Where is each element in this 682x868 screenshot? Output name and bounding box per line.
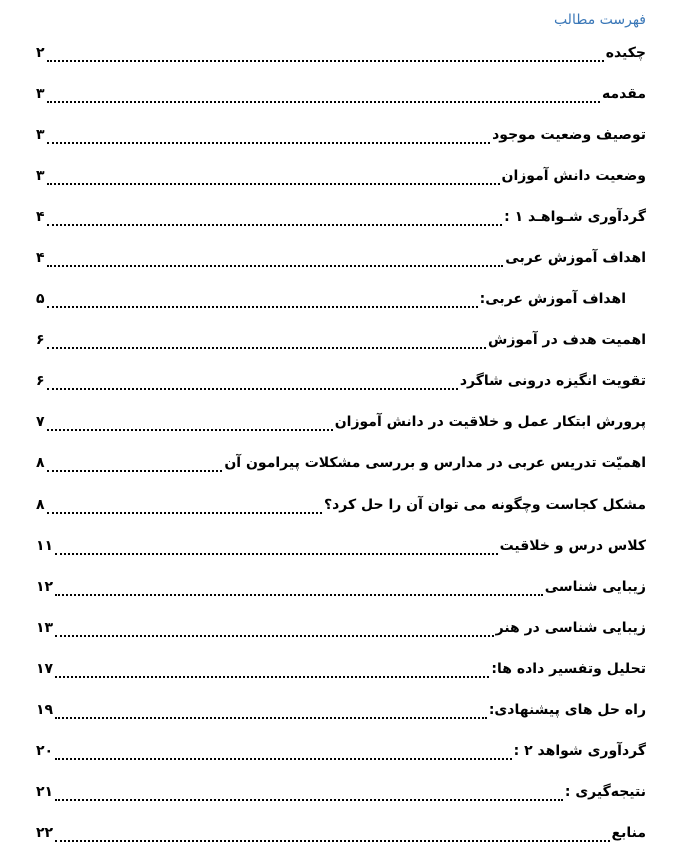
dot-leader	[47, 306, 478, 308]
toc-entry[interactable]	[36, 402, 646, 443]
dot-leader	[55, 717, 487, 719]
toc-entry-page-number: ۱۹	[36, 702, 54, 719]
toc-entry-title: زیبایی شناسی	[544, 578, 646, 595]
toc-entry[interactable]	[36, 525, 646, 566]
toc-entry[interactable]	[36, 196, 646, 237]
toc-entry-page-number: ۶	[36, 332, 45, 349]
dot-leader	[55, 635, 494, 637]
dot-leader	[55, 594, 543, 596]
toc-entry-title: تحلیل وتفسیر داده ها:	[491, 660, 646, 677]
toc-entry-title: اهداف آموزش عربی	[505, 250, 646, 267]
toc-entry-page-number: ۴	[36, 208, 45, 225]
toc-entry-title: کلاس درس و خلاقیت	[499, 537, 646, 554]
dot-leader	[47, 347, 486, 349]
toc-entry[interactable]	[36, 32, 646, 73]
dot-leader	[47, 265, 504, 267]
toc-entry-page-number: ۱۳	[36, 619, 54, 636]
toc-entry-page-number: ۸	[36, 455, 45, 472]
toc-entry[interactable]	[36, 73, 646, 114]
dot-leader	[55, 676, 489, 678]
toc-entry-page-number: ۸	[36, 496, 45, 513]
toc-entry-title: اهداف آموزش عربی:	[479, 291, 626, 308]
toc-entry-page-number: ۳	[36, 167, 45, 184]
toc-entry-title: منابع	[611, 825, 646, 842]
toc-entry-title: اهمیّت تدریس عربی در مدارس و بررسی مشکلات پیرامون آن	[224, 455, 646, 472]
dot-leader	[47, 224, 503, 226]
toc-entry[interactable]	[36, 320, 646, 361]
toc-entry-title: زیبایی شناسی در هنر	[495, 619, 646, 636]
toc-entry-page-number: ۱۱	[36, 537, 54, 554]
toc-entry-page-number: ۳	[36, 85, 45, 102]
toc-entry-page-number: ۳	[36, 126, 45, 143]
dot-leader	[47, 470, 223, 472]
toc-entry[interactable]	[36, 279, 646, 320]
toc-entry-title: پرورش ابتکار عمل و خلاقیت در دانش آموزان	[334, 414, 646, 431]
dot-leader	[47, 388, 458, 390]
toc-entry-page-number: ۲	[36, 44, 45, 61]
toc-entry-title: گردآوری شواهد ۲ :	[513, 743, 646, 760]
dot-leader	[47, 183, 500, 185]
dot-leader	[55, 758, 512, 760]
toc-entry-title: تقویت انگیزه درونی شاگرد	[459, 373, 646, 390]
toc-entry-page-number: ۶	[36, 373, 45, 390]
toc-entry-page-number: ۲۰	[36, 743, 54, 760]
toc-entry-title: اهمیت هدف در آموزش	[488, 332, 646, 349]
toc-entry-page-number: ۱۲	[36, 578, 54, 595]
toc-entry[interactable]	[36, 361, 646, 402]
dot-leader	[55, 553, 498, 555]
toc-entry[interactable]	[36, 607, 646, 648]
toc-entry-title: مقدمه	[602, 85, 646, 102]
toc-list	[36, 32, 646, 854]
toc-entry[interactable]	[36, 566, 646, 607]
toc-heading: فهرست مطالب	[553, 12, 646, 28]
dot-leader	[55, 799, 563, 801]
dot-leader	[47, 101, 600, 103]
toc-entry-title: مشکل کجاست وچگونه می توان آن را حل کرد؟	[323, 496, 646, 513]
dot-leader	[55, 840, 609, 842]
toc-entry[interactable]	[36, 772, 646, 813]
toc-entry-page-number: ۲۱	[36, 784, 54, 801]
toc-entry[interactable]	[36, 114, 646, 155]
toc-entry[interactable]	[36, 443, 646, 484]
toc-entry-title: راه حل های پیشنهادی:	[488, 702, 646, 719]
dot-leader	[47, 512, 322, 514]
toc-entry[interactable]	[36, 155, 646, 196]
toc-entry-title: چکیده	[605, 44, 646, 61]
toc-entry-page-number: ۷	[36, 414, 45, 431]
toc-entry[interactable]	[36, 731, 646, 772]
toc-entry[interactable]	[36, 690, 646, 731]
toc-entry-page-number: ۲۲	[36, 825, 54, 842]
toc-entry-page-number: ۴	[36, 250, 45, 267]
toc-entry[interactable]	[36, 648, 646, 689]
toc-entry[interactable]	[36, 237, 646, 278]
dot-leader	[47, 429, 333, 431]
toc-entry-title: گردآوری شـواهـد ۱ :	[504, 208, 646, 225]
dot-leader	[47, 142, 491, 144]
toc-entry-page-number: ۵	[36, 291, 45, 308]
toc-entry-title: وضعیت دانش آموزان	[501, 167, 646, 184]
toc-entry[interactable]	[36, 813, 646, 854]
toc-entry[interactable]	[36, 484, 646, 525]
dot-leader	[47, 60, 604, 62]
toc-entry-page-number: ۱۷	[36, 660, 54, 677]
toc-entry-title: نتیجه‌گیری :	[564, 784, 646, 801]
toc-entry-title: توصیف وضعیت موجود	[492, 126, 646, 143]
